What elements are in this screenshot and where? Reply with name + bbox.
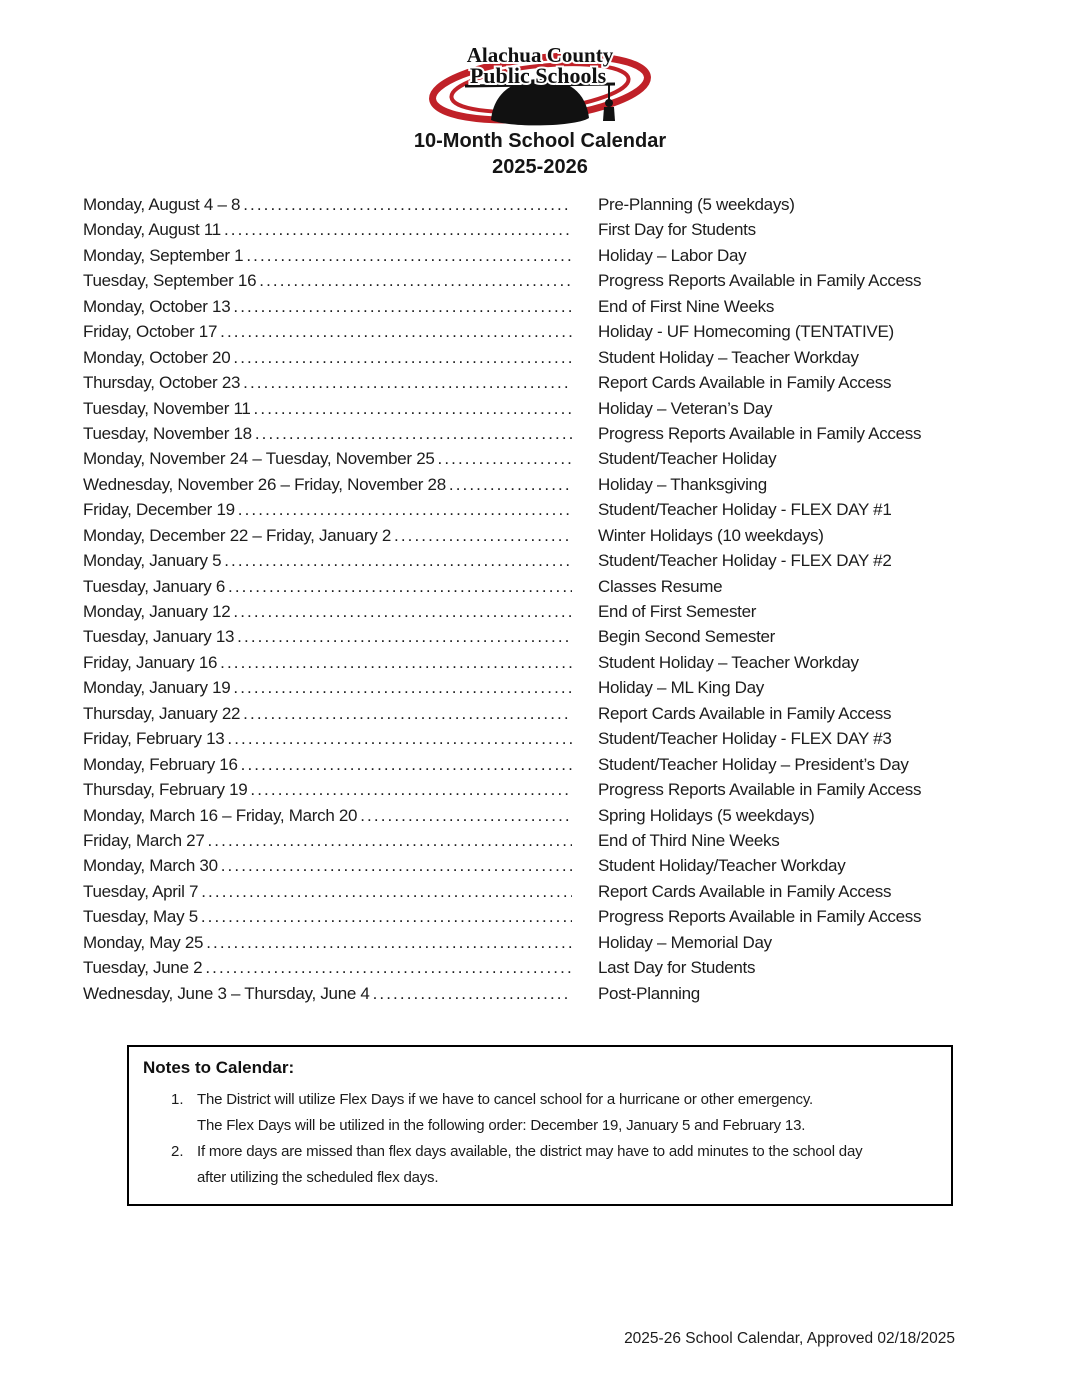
calendar-event: Last Day for Students [598,958,756,978]
calendar-row [83,548,955,573]
calendar-row [83,701,955,726]
calendar-date: Monday, May 25 [83,932,204,952]
calendar-event: Student/Teacher Holiday - FLEX DAY #2 [598,551,892,571]
calendar-date: Monday, February 16 [83,754,238,774]
calendar-date: Monday, January 12 [83,602,231,621]
calendar-date: Friday, February 13 [83,729,225,749]
note-number: 2. [171,1143,184,1160]
calendar-date: Thursday, January 22 [83,703,241,723]
calendar-date: Wednesday, November 26 – Friday, November 28 [83,474,446,494]
dot-leader [220,650,572,675]
calendar-date: Monday, January 5 [83,551,222,571]
dot-leader [259,268,572,293]
note-line: The Flex Days will be utilized in the following order: December 19, January 5 and February 13. [197,1117,806,1134]
calendar-row [83,370,955,395]
note-item [171,1087,937,1139]
notes-box [127,1045,953,1206]
dot-leader [254,396,572,421]
calendar-row [83,217,955,242]
dot-leader [205,955,572,980]
dot-leader [224,548,572,573]
dot-leader [224,217,572,242]
dot-leader [221,853,572,878]
calendar-event: Student Holiday – Teacher Workday [598,347,859,367]
calendar-event: Progress Reports Available in Family Access [598,423,922,443]
calendar-row [83,319,955,344]
calendar-date: Monday, August 4 – 8 [83,195,241,214]
notes-list [143,1087,937,1191]
note-text [197,1087,937,1139]
calendar-date: Monday, August 11 [83,220,221,240]
calendar-event: Student/Teacher Holiday - FLEX DAY #1 [598,500,892,520]
note-line: after utilizing the scheduled flex days. [197,1169,439,1186]
calendar-event: Holiday – Veteran’s Day [598,398,773,418]
calendar-event: Begin Second Semester [598,627,776,647]
calendar-event: Progress Reports Available in Family Access [598,780,922,800]
page-subtitle: 2025-2026 [492,156,588,178]
note-text [197,1139,937,1191]
calendar-event: Student Holiday – Teacher Workday [598,652,859,672]
logo-container [0,36,1080,133]
calendar-event: Post-Planning [598,983,700,1003]
calendar-event: Student/Teacher Holiday – President’s Day [598,754,909,774]
title-block [0,128,1080,180]
calendar-event: Winter Holidays (10 weekdays) [598,525,824,545]
calendar-date: Thursday, February 19 [83,780,248,800]
calendar-event: Spring Holidays (5 weekdays) [598,805,815,825]
dot-leader [243,192,572,217]
calendar-row [83,472,955,497]
calendar-date: Monday, January 19 [83,678,231,698]
dot-leader [243,701,572,726]
calendar-row [83,904,955,929]
calendar-date: Friday, January 16 [83,652,218,672]
calendar-row [83,726,955,751]
calendar-date: Monday, November 24 – Tuesday, November 25 [83,449,435,469]
calendar-row [83,294,955,319]
dot-leader [220,319,572,344]
dot-leader [207,828,572,853]
calendar-row [83,574,955,599]
calendar-row [83,497,955,522]
calendar-date: Friday, October 17 [83,322,218,342]
dot-leader [201,879,572,904]
calendar-date: Tuesday, January 6 [83,576,226,596]
dot-leader [233,675,572,700]
calendar-row [83,345,955,370]
dot-leader [243,370,572,395]
note-line: The District will utilize Flex Days if we have to cancel school for a hurricane or other emergency. [197,1091,814,1108]
calendar-event: Progress Reports Available in Family Access [598,271,922,291]
calendar-event: End of First Semester [598,602,757,621]
calendar-row [83,752,955,777]
notes-heading: Notes to Calendar: [143,1058,295,1077]
calendar-event: End of Third Nine Weeks [598,830,780,850]
dot-leader [373,981,572,1006]
calendar-date: Monday, October 20 [83,347,231,367]
calendar-date: Monday, September 1 [83,245,244,265]
calendar-event: Classes Resume [598,576,723,596]
calendar-row [83,955,955,980]
calendar-date: Thursday, October 23 [83,373,241,393]
calendar-list [83,192,955,1006]
dot-leader [233,294,572,319]
calendar-event: Student/Teacher Holiday - FLEX DAY #3 [598,729,892,749]
dot-leader [360,803,572,828]
calendar-event: First Day for Students [598,220,756,240]
calendar-row [83,675,955,700]
calendar-row [83,650,955,675]
calendar-row [83,192,955,217]
page-footer: 2025-26 School Calendar, Approved 02/18/2025 [624,1330,955,1347]
calendar-event: Holiday – Labor Day [598,245,747,265]
calendar-event: Pre-Planning (5 weekdays) [598,195,795,214]
calendar-row [83,599,955,624]
calendar-date: Tuesday, November 11 [83,398,251,418]
calendar-date: Wednesday, June 3 – Thursday, June 4 [83,983,370,1003]
dot-leader [238,497,572,522]
dot-leader [438,446,572,471]
calendar-event: Holiday – ML King Day [598,678,764,698]
calendar-event: Student/Teacher Holiday [598,449,777,469]
school-district-logo [425,36,655,128]
calendar-row [83,624,955,649]
calendar-date: Monday, March 30 [83,856,218,876]
calendar-event: Holiday - UF Homecoming (TENTATIVE) [598,322,894,342]
calendar-date: Tuesday, May 5 [83,907,198,927]
note-number: 1. [171,1091,184,1108]
calendar-date: Monday, March 16 – Friday, March 20 [83,805,358,825]
dot-leader [241,752,572,777]
calendar-row [83,523,955,548]
dot-leader [233,599,572,624]
calendar-row [83,421,955,446]
dot-leader [228,574,572,599]
logo-text-line1: Alachua County [466,43,614,67]
calendar-event: Holiday – Thanksgiving [598,474,767,494]
calendar-date: Friday, December 19 [83,500,235,520]
calendar-date: Tuesday, January 13 [83,627,235,647]
calendar-row [83,803,955,828]
calendar-date: Monday, October 13 [83,296,231,316]
calendar-row [83,777,955,802]
calendar-row [83,828,955,853]
calendar-date: Friday, March 27 [83,830,205,850]
dot-leader [255,421,572,446]
calendar-row [83,981,955,1006]
calendar-row [83,243,955,268]
dot-leader [237,624,572,649]
calendar-date: Tuesday, April 7 [83,881,199,901]
dot-leader [227,726,572,751]
calendar-row [83,879,955,904]
note-line: If more days are missed than flex days available, the district may have to add minutes to the school day [197,1143,863,1160]
calendar-date: Tuesday, June 2 [83,958,203,978]
dot-leader [449,472,572,497]
calendar-row [83,268,955,293]
logo-text-line2: Public Schools [469,63,607,88]
calendar-event: Report Cards Available in Family Access [598,881,892,901]
calendar-date: Tuesday, September 16 [83,271,257,291]
calendar-date: Monday, December 22 – Friday, January 2 [83,525,391,545]
dot-leader [233,345,572,370]
dot-leader [394,523,572,548]
calendar-event: Student Holiday/Teacher Workday [598,856,846,876]
calendar-event: Report Cards Available in Family Access [598,703,892,723]
page-title: 10-Month School Calendar [413,130,667,152]
calendar-event: End of First Nine Weeks [598,296,775,316]
calendar-row [83,396,955,421]
calendar-row [83,853,955,878]
calendar-event: Progress Reports Available in Family Access [598,907,922,927]
calendar-event: Holiday – Memorial Day [598,932,772,952]
dot-leader [201,904,572,929]
note-item [171,1139,937,1191]
dot-leader [246,243,572,268]
calendar-date: Tuesday, November 18 [83,423,252,443]
calendar-row [83,930,955,955]
calendar-row [83,446,955,471]
calendar-event: Report Cards Available in Family Access [598,373,892,393]
dot-leader [250,777,572,802]
dot-leader [206,930,572,955]
